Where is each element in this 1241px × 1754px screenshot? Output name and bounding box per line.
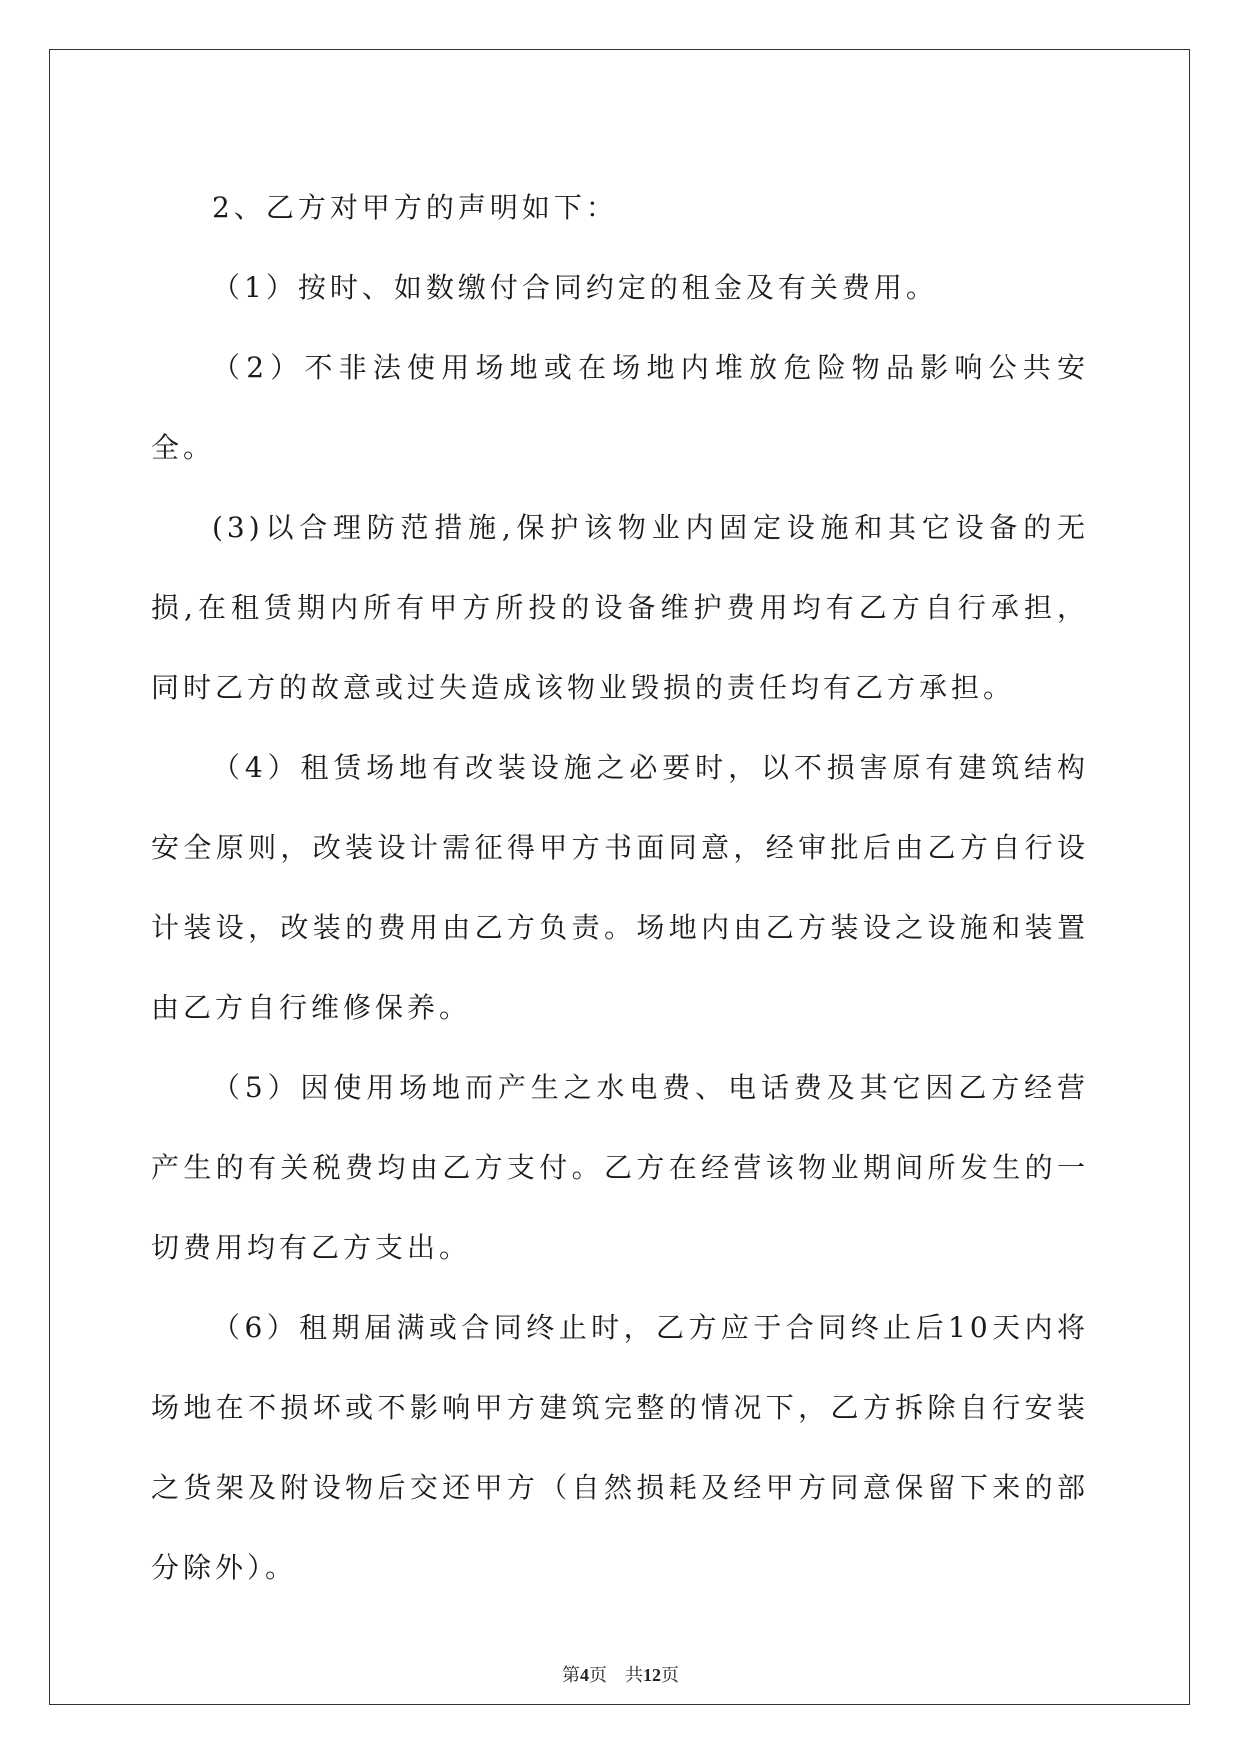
paragraph-item-2: （2）不非法使用场地或在场地内堆放危险物品影响公共安全。 [151, 351, 1089, 464]
page-footer [0, 1665, 1241, 1686]
total-pages: 12 [643, 1665, 661, 1685]
page-prefix: 第 [562, 1665, 580, 1686]
paragraph-item-1: （1）按时、如数缴付合同约定的租金及有关费用。 [212, 271, 938, 304]
paragraph-declaration-heading: 2、乙方对甲方的声明如下： [212, 191, 618, 224]
document-body [151, 168, 1089, 1608]
paragraph-item-6: （6）租期届满或合同终止时，乙方应于合同终止后10天内将场地在不损坏或不影响甲方建筑完整的情况下，乙方拆除自行安装之货架及附设物后交还甲方（自然损耗及经甲方同意保留下来的部分除外）。 [151, 1311, 1089, 1584]
total-prefix: 共 [625, 1665, 643, 1686]
paragraph-item-4: （4）租赁场地有改装设施之必要时，以不损害原有建筑结构安全原则，改装设计需征得甲方书面同意，经审批后由乙方自行设计装设，改装的费用由乙方负责。场地内由乙方装设之设施和装置由乙方自行维修保养。 [151, 751, 1089, 1024]
page-suffix: 页 [589, 1665, 607, 1686]
paragraph-item-3: (3)以合理防范措施,保护该物业内固定设施和其它设备的无损,在租赁期内所有甲方所投的设备维护费用均有乙方自行承担，同时乙方的故意或过失造成该物业毁损的责任均有乙方承担。 [151, 511, 1089, 704]
total-suffix: 页 [661, 1665, 679, 1686]
paragraph-item-5: （5）因使用场地而产生之水电费、电话费及其它因乙方经营产生的有关税费均由乙方支付。乙方在经营该物业期间所发生的一切费用均有乙方支出。 [151, 1071, 1089, 1264]
page-number: 4 [580, 1665, 589, 1685]
